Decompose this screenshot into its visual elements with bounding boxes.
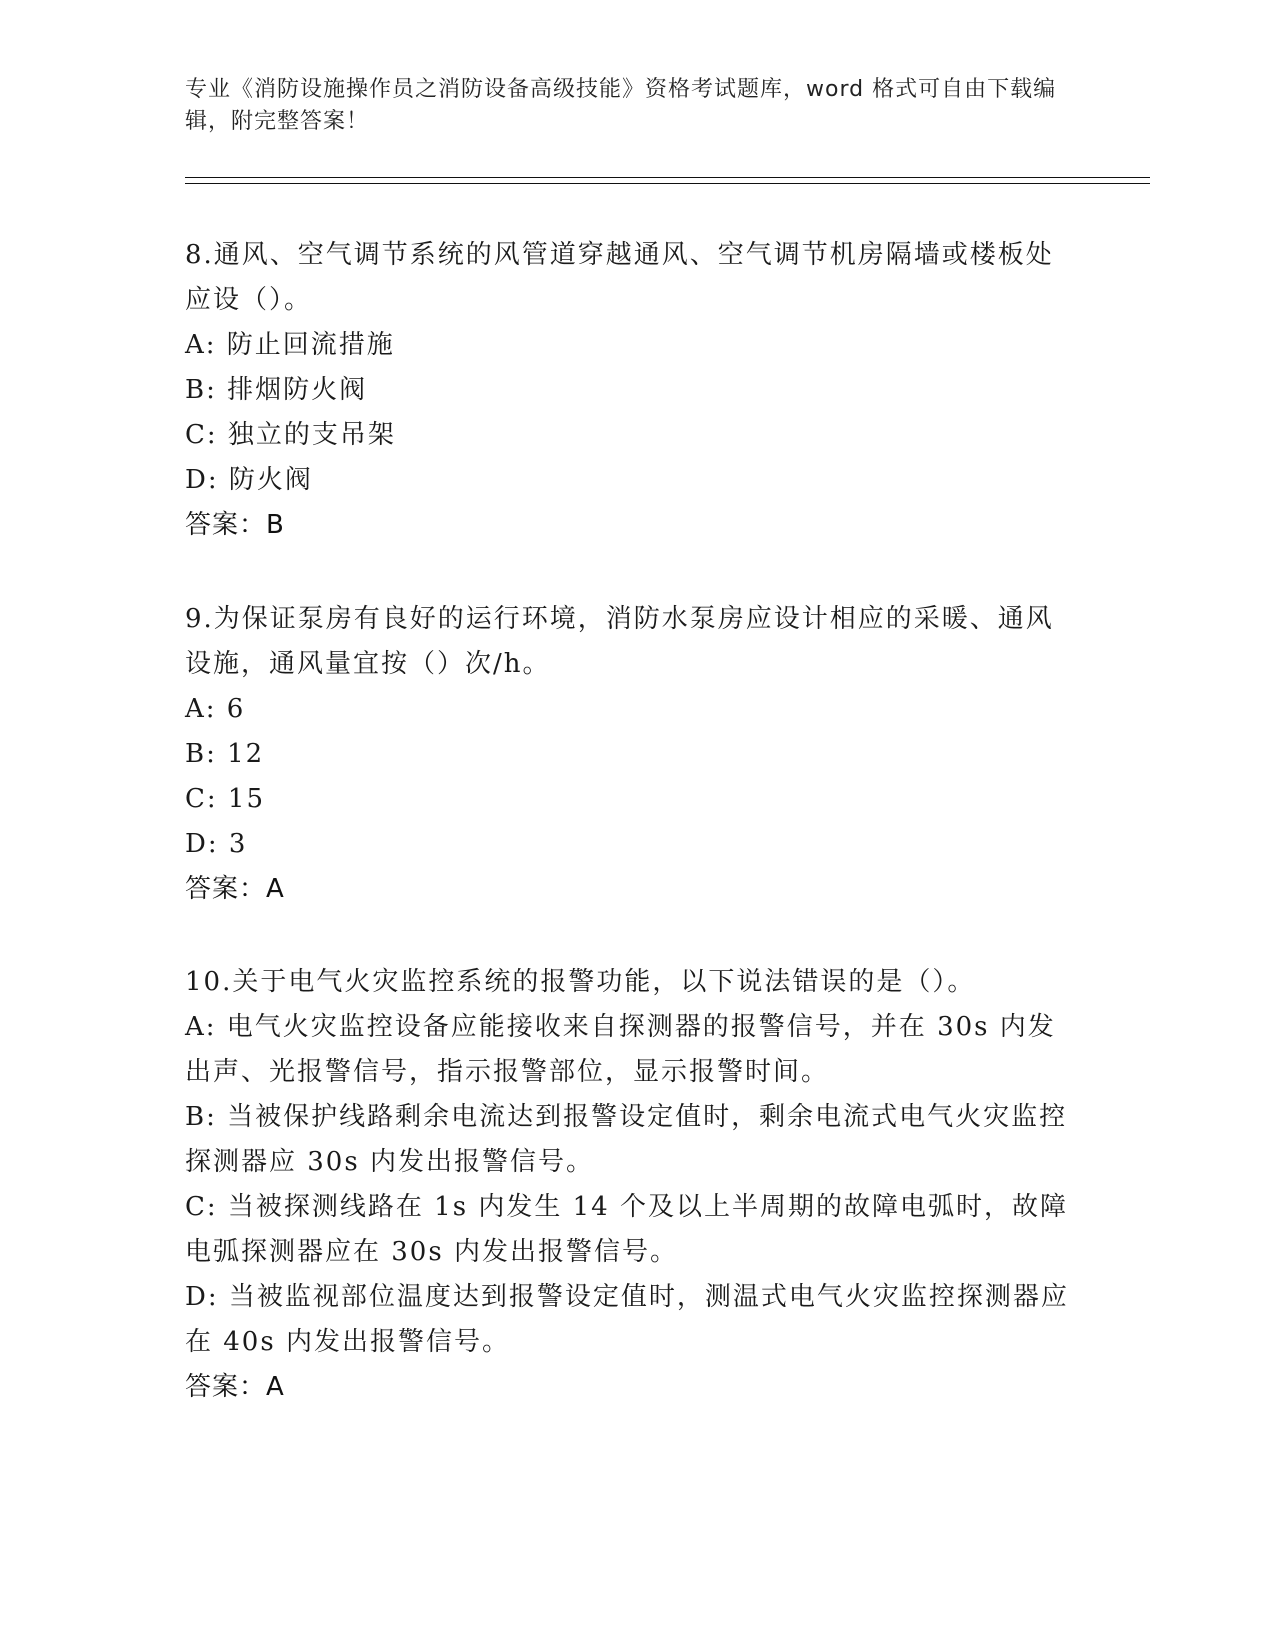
option-d: D: 3: [185, 829, 248, 859]
option-a: A: 防止回流措施: [185, 330, 395, 360]
question-9: [185, 597, 1075, 912]
question-stem: 10.关于电气火灾监控系统的报警功能，以下说法错误的是（）。: [185, 967, 976, 997]
option-a: A: 电气火灾监控设备应能接收来自探测器的报警信号，并在 30s 内发出声、光报警信号，指示报警部位，显示报警时间。: [185, 1012, 1056, 1087]
question-stem: 8.通风、空气调节系统的风管道穿越通风、空气调节机房隔墙或楼板处应设（）。: [185, 240, 1054, 315]
option-d: D: 防火阀: [185, 465, 313, 495]
option-d: D: 当被监视部位温度达到报警设定值时，测温式电气火灾监控探测器应在 40s 内发出报警信号。: [185, 1282, 1069, 1357]
question-8: [185, 233, 1075, 548]
option-a: A: 6: [185, 694, 246, 724]
header-text: 专业《消防设施操作员之消防设备高级技能》资格考试题库，word 格式可自由下载编辑，附完整答案！: [185, 77, 1057, 134]
answer-line: 答案：A: [185, 874, 285, 904]
option-b: B: 当被保护线路剩余电流达到报警设定值时，剩余电流式电气火灾监控探测器应 30s 内发出报警信号。: [185, 1102, 1068, 1177]
answer-line: 答案：A: [185, 1372, 285, 1402]
option-c: C: 15: [185, 784, 266, 814]
header-divider-bottom: [185, 183, 1150, 184]
option-c: C: 独立的支吊架: [185, 420, 396, 450]
question-10: [185, 960, 1075, 1410]
option-c: C: 当被探测线路在 1s 内发生 14 个及以上半周期的故障电弧时，故障电弧探测器应在 30s 内发出报警信号。: [185, 1192, 1068, 1267]
option-b: B: 排烟防火阀: [185, 375, 368, 405]
header-divider-top: [185, 177, 1150, 178]
document-header: [185, 74, 1065, 138]
option-b: B: 12: [185, 739, 265, 769]
answer-line: 答案：B: [185, 510, 285, 540]
question-stem: 9.为保证泵房有良好的运行环境，消防水泵房应设计相应的采暖、通风设施，通风量宜按（）次/h。: [185, 604, 1054, 679]
